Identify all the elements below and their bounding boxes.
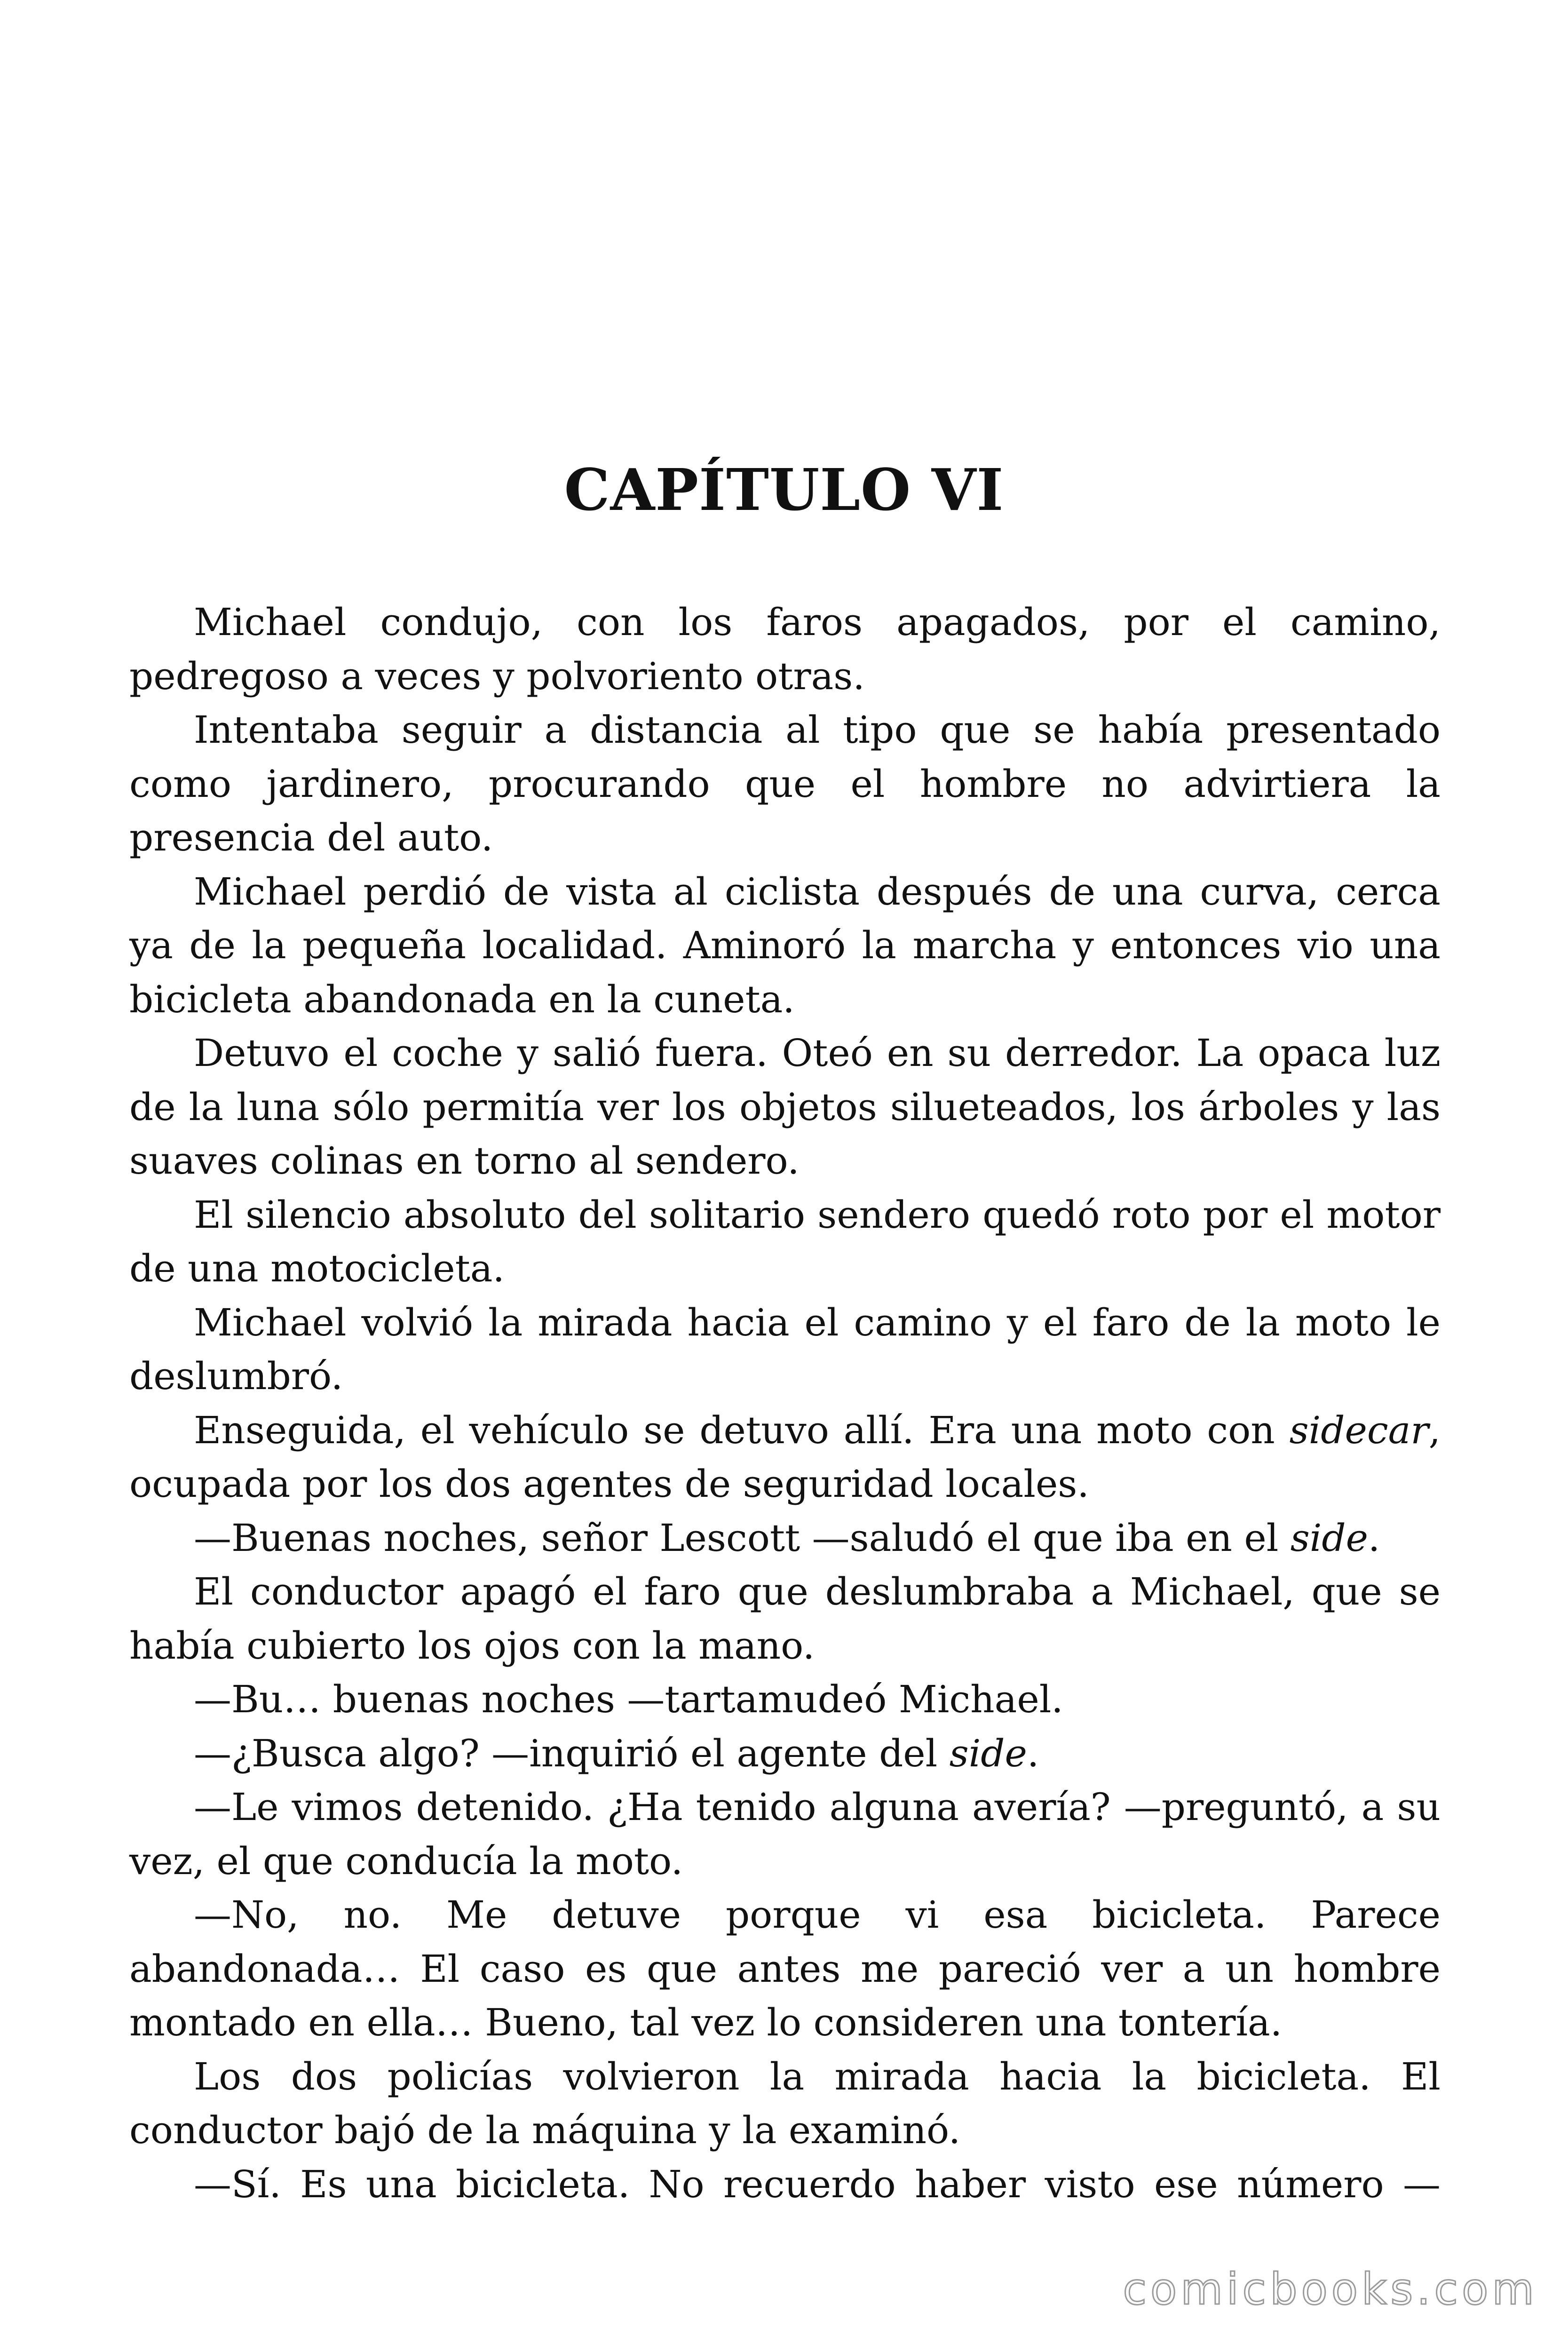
paragraph xyxy=(129,2158,1441,2212)
paragraph xyxy=(129,1296,1441,1404)
italic-text: side xyxy=(949,1731,1027,1775)
paragraph-text: Detuvo el coche y salió fuera. Oteó en su derredor. La opaca luz de la luna sólo permitía ver los objetos silueteados, los árboles y las suaves colinas en torno al sendero. xyxy=(129,1031,1441,1183)
paragraph-text: —Buenas noches, señor Lescott —saludó el que iba en el xyxy=(194,1516,1291,1560)
paragraph xyxy=(129,1673,1441,1727)
watermark-logo: comicbooks.com xyxy=(1123,2264,1538,2314)
paragraph xyxy=(129,1565,1441,1673)
italic-text: side xyxy=(1290,1516,1368,1560)
paragraph-text: Michael perdió de vista al ciclista después de una curva, cerca ya de la pequeña localidad. Aminoró la marcha y entonces vio una bicicleta abandonada en la cuneta. xyxy=(129,869,1441,1021)
paragraph xyxy=(129,1026,1441,1188)
paragraph-text: Michael condujo, con los faros apagados, por el camino, pedregoso a veces y polvoriento otras. xyxy=(129,600,1441,698)
paragraph xyxy=(129,865,1441,1027)
paragraph-text: . xyxy=(1027,1731,1039,1775)
paragraph xyxy=(129,1404,1441,1511)
paragraph-text: El silencio absoluto del solitario sendero quedó roto por el motor de una motocicleta. xyxy=(129,1192,1441,1290)
paragraph xyxy=(129,2050,1441,2158)
chapter-body xyxy=(129,596,1441,2211)
paragraph-text: Michael volvió la mirada hacia el camino y el faro de la moto le deslumbró. xyxy=(129,1300,1441,1398)
paragraph-text: Enseguida, el vehículo se detuvo allí. Era una moto con xyxy=(194,1408,1290,1452)
paragraph-text: —Le vimos detenido. ¿Ha tenido alguna avería? —preguntó, a su vez, el que conducía la moto. xyxy=(129,1785,1441,1883)
paragraph xyxy=(129,1727,1441,1781)
paragraph-text: —No, no. Me detuve porque vi esa bicicleta. Parece abandonada… El caso es que antes me pareció ver a un hombre montado en ella… Bueno, tal vez lo consideren una tontería. xyxy=(129,1893,1441,2044)
paragraph xyxy=(129,1888,1441,2050)
paragraph-text: , ocupada por los dos agentes de seguridad locales. xyxy=(129,1408,1441,1506)
paragraph-text: Intentaba seguir a distancia al tipo que se había presentado como jardinero, procurando que el hombre no advirtiera la presencia del auto. xyxy=(129,708,1441,859)
paragraph-text: . xyxy=(1368,1516,1380,1560)
paragraph-text: Los dos policías volvieron la mirada hacia la bicicleta. El conductor bajó de la máquina y la examinó. xyxy=(129,2054,1441,2152)
paragraph-text: —Bu… buenas noches —tartamudeó Michael. xyxy=(194,1677,1063,1721)
paragraph xyxy=(129,703,1441,865)
paragraph xyxy=(129,596,1441,703)
chapter-title: CAPÍTULO VI xyxy=(564,456,1004,524)
paragraph-text: —Sí. Es una bicicleta. No recuerdo haber visto ese número — xyxy=(194,2162,1441,2206)
paragraph-text: —¿Busca algo? —inquirió el agente del xyxy=(194,1731,950,1775)
paragraph-text: El conductor apagó el faro que deslumbraba a Michael, que se había cubierto los ojos con la mano. xyxy=(129,1570,1441,1668)
paragraph xyxy=(129,1188,1441,1296)
paragraph xyxy=(129,1511,1441,1565)
italic-text: sidecar xyxy=(1289,1408,1429,1452)
paragraph xyxy=(129,1780,1441,1888)
